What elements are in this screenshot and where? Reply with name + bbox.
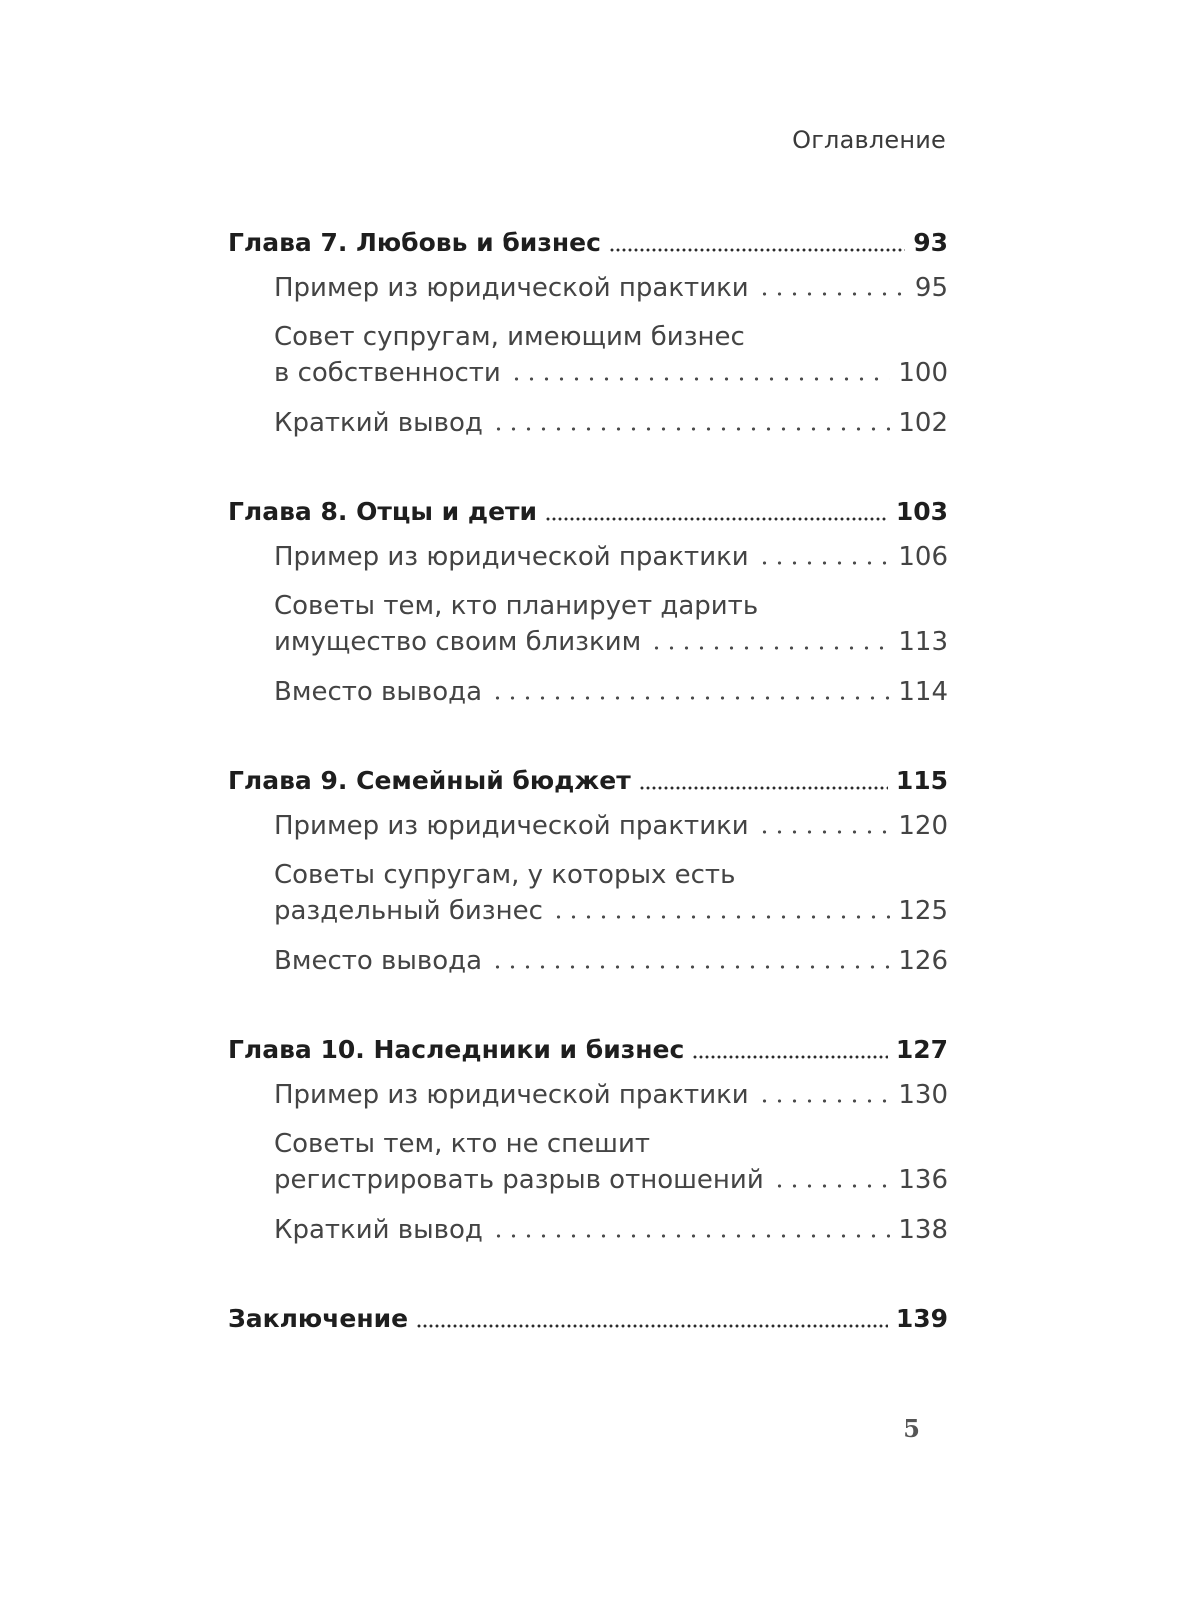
toc-section-entry[interactable] [274,589,948,660]
section-title: Вместо вывода [274,946,483,976]
toc-section-entry[interactable] [274,539,948,575]
toc-section-entry[interactable] [274,1212,948,1248]
section-title: Пример из юридической практики [274,811,749,841]
section-page-number: 113 [898,627,948,657]
section-page-number: 114 [898,677,948,707]
dot-leader [649,645,890,651]
section-title-line1: Советы супругам, у которых есть [274,860,736,890]
section-title-line2: в собственности [274,358,501,388]
section-page-number: 138 [898,1215,948,1245]
section-page-number: 136 [898,1165,948,1195]
dot-leader [491,1233,890,1239]
chapter-page-number: 93 [913,228,948,257]
section-page-number: 126 [898,946,948,976]
dot-leader [757,829,891,835]
toc-section-entry[interactable] [274,674,948,710]
section-title-line1: Совет супругам, имеющим бизнес [274,322,745,352]
section-page-number: 100 [898,358,948,388]
table-of-contents [228,220,948,1346]
dot-leader [609,247,905,253]
toc-chapter-entry[interactable] [228,1027,948,1073]
toc-section-entry[interactable] [274,1127,948,1198]
section-title: Краткий вывод [274,1215,483,1245]
dot-leader [772,1183,891,1189]
section-title-line2: регистрировать разрыв отношений [274,1165,764,1195]
running-head: Оглавление [792,126,946,154]
conclusion-title: Заключение [228,1304,409,1333]
dot-leader [509,376,891,382]
page-number: 5 [903,1414,920,1443]
section-title: Краткий вывод [274,408,483,438]
chapter-title: Глава 9. Семейный бюджет [228,766,631,795]
toc-section-entry[interactable] [274,808,948,844]
chapter-block-7 [228,220,948,441]
section-page-number: 125 [898,896,948,926]
dot-leader [490,964,890,970]
conclusion-block [228,1296,948,1342]
chapter-page-number: 103 [895,497,948,526]
dot-leader [757,560,891,566]
section-title-line2: раздельный бизнес [274,896,543,926]
section-title: Пример из юридической практики [274,273,749,303]
chapter-title: Глава 10. Наследники и бизнес [228,1035,685,1064]
toc-section-entry[interactable] [274,405,948,441]
chapter-block-8 [228,489,948,710]
section-title-line2: имущество своим близким [274,627,642,657]
dot-leader [416,1323,888,1329]
toc-section-entry[interactable] [274,270,948,306]
section-title-line1: Советы тем, кто не спешит [274,1129,651,1159]
dot-leader [692,1054,888,1060]
section-title: Пример из юридической практики [274,542,749,572]
toc-section-entry[interactable] [274,1077,948,1113]
chapter-page-number: 127 [895,1035,948,1064]
dot-leader [757,1098,891,1104]
toc-chapter-entry[interactable] [228,220,948,266]
dot-leader [545,516,888,522]
dot-leader [490,695,890,701]
section-page-number: 106 [898,542,948,572]
toc-section-entry[interactable] [274,858,948,929]
section-title: Вместо вывода [274,677,483,707]
chapter-block-10 [228,1027,948,1248]
section-page-number: 120 [898,811,948,841]
section-page-number: 130 [898,1080,948,1110]
conclusion-page-number: 139 [895,1304,948,1333]
dot-leader [639,785,888,791]
chapter-title: Глава 8. Отцы и дети [228,497,538,526]
toc-section-entry[interactable] [274,320,948,391]
dot-leader [551,914,890,920]
chapter-page-number: 115 [895,766,948,795]
section-title-line1: Советы тем, кто планирует дарить [274,591,759,621]
section-page-number: 95 [914,273,948,303]
section-title: Пример из юридической практики [274,1080,749,1110]
section-page-number: 102 [898,408,948,438]
chapter-block-9 [228,758,948,979]
toc-section-entry[interactable] [274,943,948,979]
toc-conclusion-entry[interactable] [228,1296,948,1342]
dot-leader [491,426,890,432]
chapter-title: Глава 7. Любовь и бизнес [228,228,601,257]
toc-chapter-entry[interactable] [228,758,948,804]
toc-chapter-entry[interactable] [228,489,948,535]
dot-leader [757,291,907,297]
